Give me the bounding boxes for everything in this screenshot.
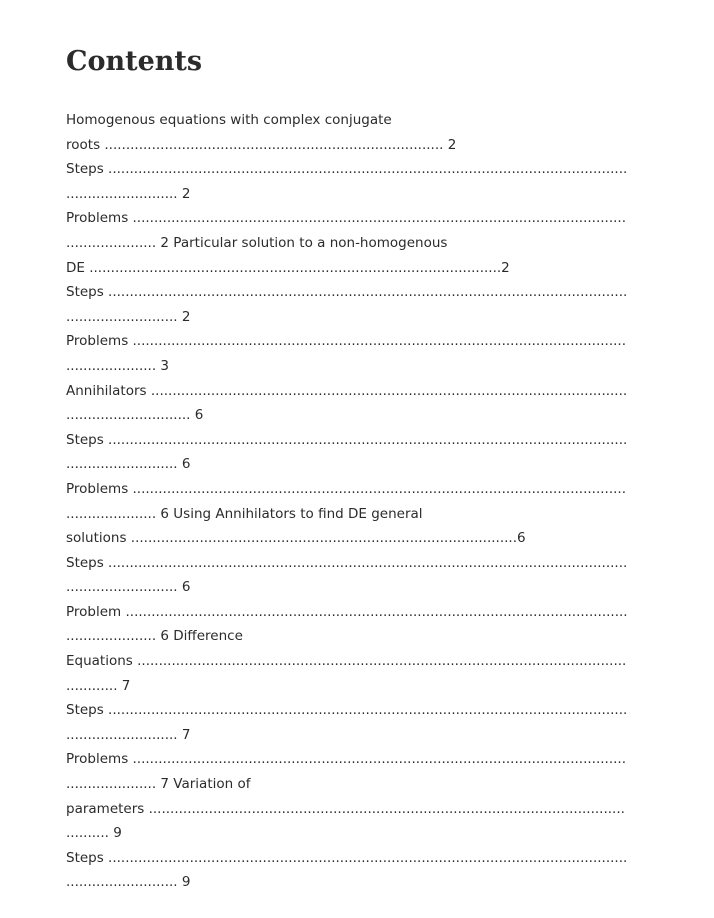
toc-line: .......................... 9 [66,874,191,891]
toc-line: ............ 7 [66,677,131,694]
toc-line: Equations .................................................................................................................. [66,653,627,670]
page-title: Contents [66,46,203,77]
toc-line: Problems ................................................................................................................... [66,480,627,497]
toc-line: .......................... 2 [66,308,191,325]
toc-line: solutions ..........................................................................................6 [66,530,526,547]
toc-line: Problem ..................................................................................................................... [66,603,628,620]
toc-line: .......... 9 [66,825,122,842]
toc-line: parameters ............................................................................................................... [66,800,625,817]
toc-line: ..................... 3 [66,357,169,374]
toc-line: .......................... 7 [66,726,191,743]
toc-line: Steps ......................................................................................................................... [66,161,628,178]
table-of-contents [66,108,686,895]
toc-line: Problems ................................................................................................................... [66,751,627,768]
toc-line: Steps ......................................................................................................................... [66,284,628,301]
toc-line: Steps ......................................................................................................................... [66,431,628,448]
toc-line: ..................... 2 Particular solution to a non-homogenous [66,234,448,251]
toc-line: .......................... 6 [66,579,191,596]
toc-line: Steps ......................................................................................................................... [66,702,628,719]
toc-line: ..................... 7 Variation of [66,776,251,793]
toc-line: roots ............................................................................... 2 [66,136,457,153]
toc-line: ............................. 6 [66,407,204,424]
toc-line: ..................... 6 Difference [66,628,243,645]
toc-line: Steps ......................................................................................................................... [66,554,628,571]
toc-line: Problems ................................................................................................................... [66,333,627,350]
toc-line: Homogenous equations with complex conjugate [66,112,392,128]
toc-line: Steps ......................................................................................................................... [66,849,628,866]
toc-line: Annihilators ............................................................................................................... [66,382,628,399]
toc-line: .......................... 2 [66,185,191,202]
toc-line: .......................... 6 [66,456,191,473]
toc-line: ..................... 6 Using Annihilators to find DE general [66,505,423,522]
toc-line: DE ................................................................................................2 [66,259,510,276]
toc-line: Problems ................................................................................................................... [66,210,627,227]
